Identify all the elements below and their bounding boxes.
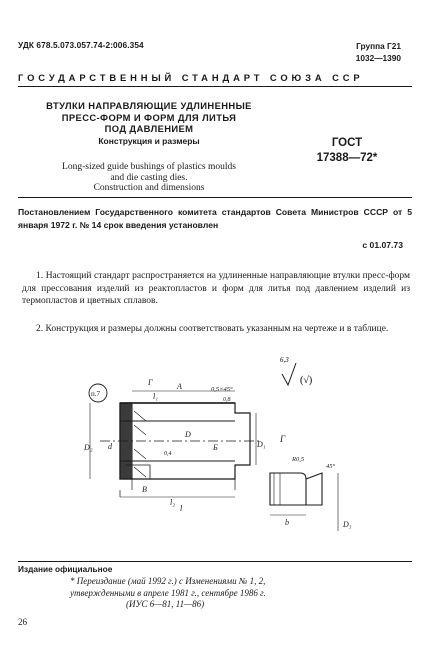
roughness-08: 0,8 xyxy=(223,397,231,403)
dim-d: d xyxy=(108,442,112,451)
surface-b-label: Б xyxy=(213,443,218,452)
dim-l1: l₁ xyxy=(153,392,159,401)
roughness-04: 0,4 xyxy=(164,451,172,457)
group-label: Группа Г21 xyxy=(356,41,401,51)
dim-l2: l₂ xyxy=(170,498,176,507)
roughness-symbol xyxy=(280,356,312,386)
paragraph-2: 2. Конструкция и размеры должны соответствовать указанным на чертеже и в таблице. xyxy=(36,324,389,334)
dimension-lines xyxy=(90,391,256,497)
english-title-line-3: Construction and dimensions xyxy=(93,183,205,193)
gost-number: 17388—72* xyxy=(316,152,378,164)
document-title xyxy=(34,100,264,135)
roughness-main-value: 6,3 xyxy=(280,356,289,364)
detail-g xyxy=(270,434,352,531)
middle-rule xyxy=(18,197,412,198)
english-title-line-1: Long-sized guide bushings of plastics moulds xyxy=(62,162,236,172)
dim-D3: D₃ xyxy=(343,520,352,529)
reissue-line-1: * Переиздание (май 1992 г.) с Изменениями № 1, 2, xyxy=(70,576,266,586)
gost-label: ГОСТ xyxy=(331,137,363,149)
reissue-note xyxy=(70,576,390,611)
drawing-labels xyxy=(83,378,266,513)
title-line-3: ПОД ДАВЛЕНИЕМ xyxy=(104,123,194,134)
bushing-drawing xyxy=(60,355,380,545)
view-g-label: Г xyxy=(148,378,153,387)
dim-l: l xyxy=(180,504,183,513)
group-code xyxy=(356,40,401,64)
udk-code: УДК 678.5.073.057.74-2:006.354 xyxy=(18,40,144,50)
dim-D1: D₁ xyxy=(257,440,266,449)
title-line-1: ВТУЛКИ НАПРАВЛЯЮЩИЕ УДЛИНЕННЫЕ xyxy=(46,100,252,111)
page-number: 26 xyxy=(18,617,27,627)
english-title-line-2: and die casting dies. xyxy=(110,172,188,183)
ref-mark: п.7 xyxy=(91,390,100,398)
decree-text: Постановлением Государственного комитета стандартов Совета Министров СССР от 5 января 1972 г. № 14 срок введения установлен xyxy=(18,207,412,230)
reissue-line-2: утвержденными в апреле 1981 г., сентябре 1986 г. xyxy=(70,587,266,598)
chamfer-label: 0,5×45° xyxy=(211,386,233,393)
dim-b: b xyxy=(285,518,289,527)
document-subtitle: Конструкция и размеры xyxy=(98,136,200,146)
detail-g-label: Г xyxy=(280,434,286,444)
gost-number-block xyxy=(302,136,392,166)
dim-D: D xyxy=(185,430,191,439)
detail-radius: R0,5 xyxy=(292,456,305,463)
official-edition: Издание официальное xyxy=(18,564,113,574)
section-a-label: А xyxy=(177,382,182,391)
effective-date: с 01.07.73 xyxy=(362,240,403,250)
bottom-rule xyxy=(18,561,412,562)
okstu-code: 1032—1390 xyxy=(355,53,401,63)
detail-angle: 45° xyxy=(326,463,336,470)
surface-v-label: В xyxy=(142,485,147,494)
reissue-line-3: (ИУС 6—81, 11—86) xyxy=(126,599,205,609)
paragraph-1: 1. Настоящий стандарт распространяется на удлиненные направляющие втулки пресс-форм для прессования изделий из реактопластов и форм для литья под давлением изделий из термопластов и цветных сплавов. xyxy=(22,271,410,306)
title-line-2: ПРЕСС-ФОРМ И ФОРМ ДЛЯ ЛИТЬЯ xyxy=(61,111,237,123)
dim-D2: D₂ xyxy=(84,443,93,452)
roughness-rest-value: (√) xyxy=(300,375,313,386)
english-title xyxy=(34,162,264,194)
bushing-section xyxy=(100,403,260,497)
top-rule xyxy=(18,86,412,87)
state-standard-heading: ГОСУДАРСТВЕННЫЙ СТАНДАРТ СОЮЗА ССР xyxy=(18,72,364,83)
